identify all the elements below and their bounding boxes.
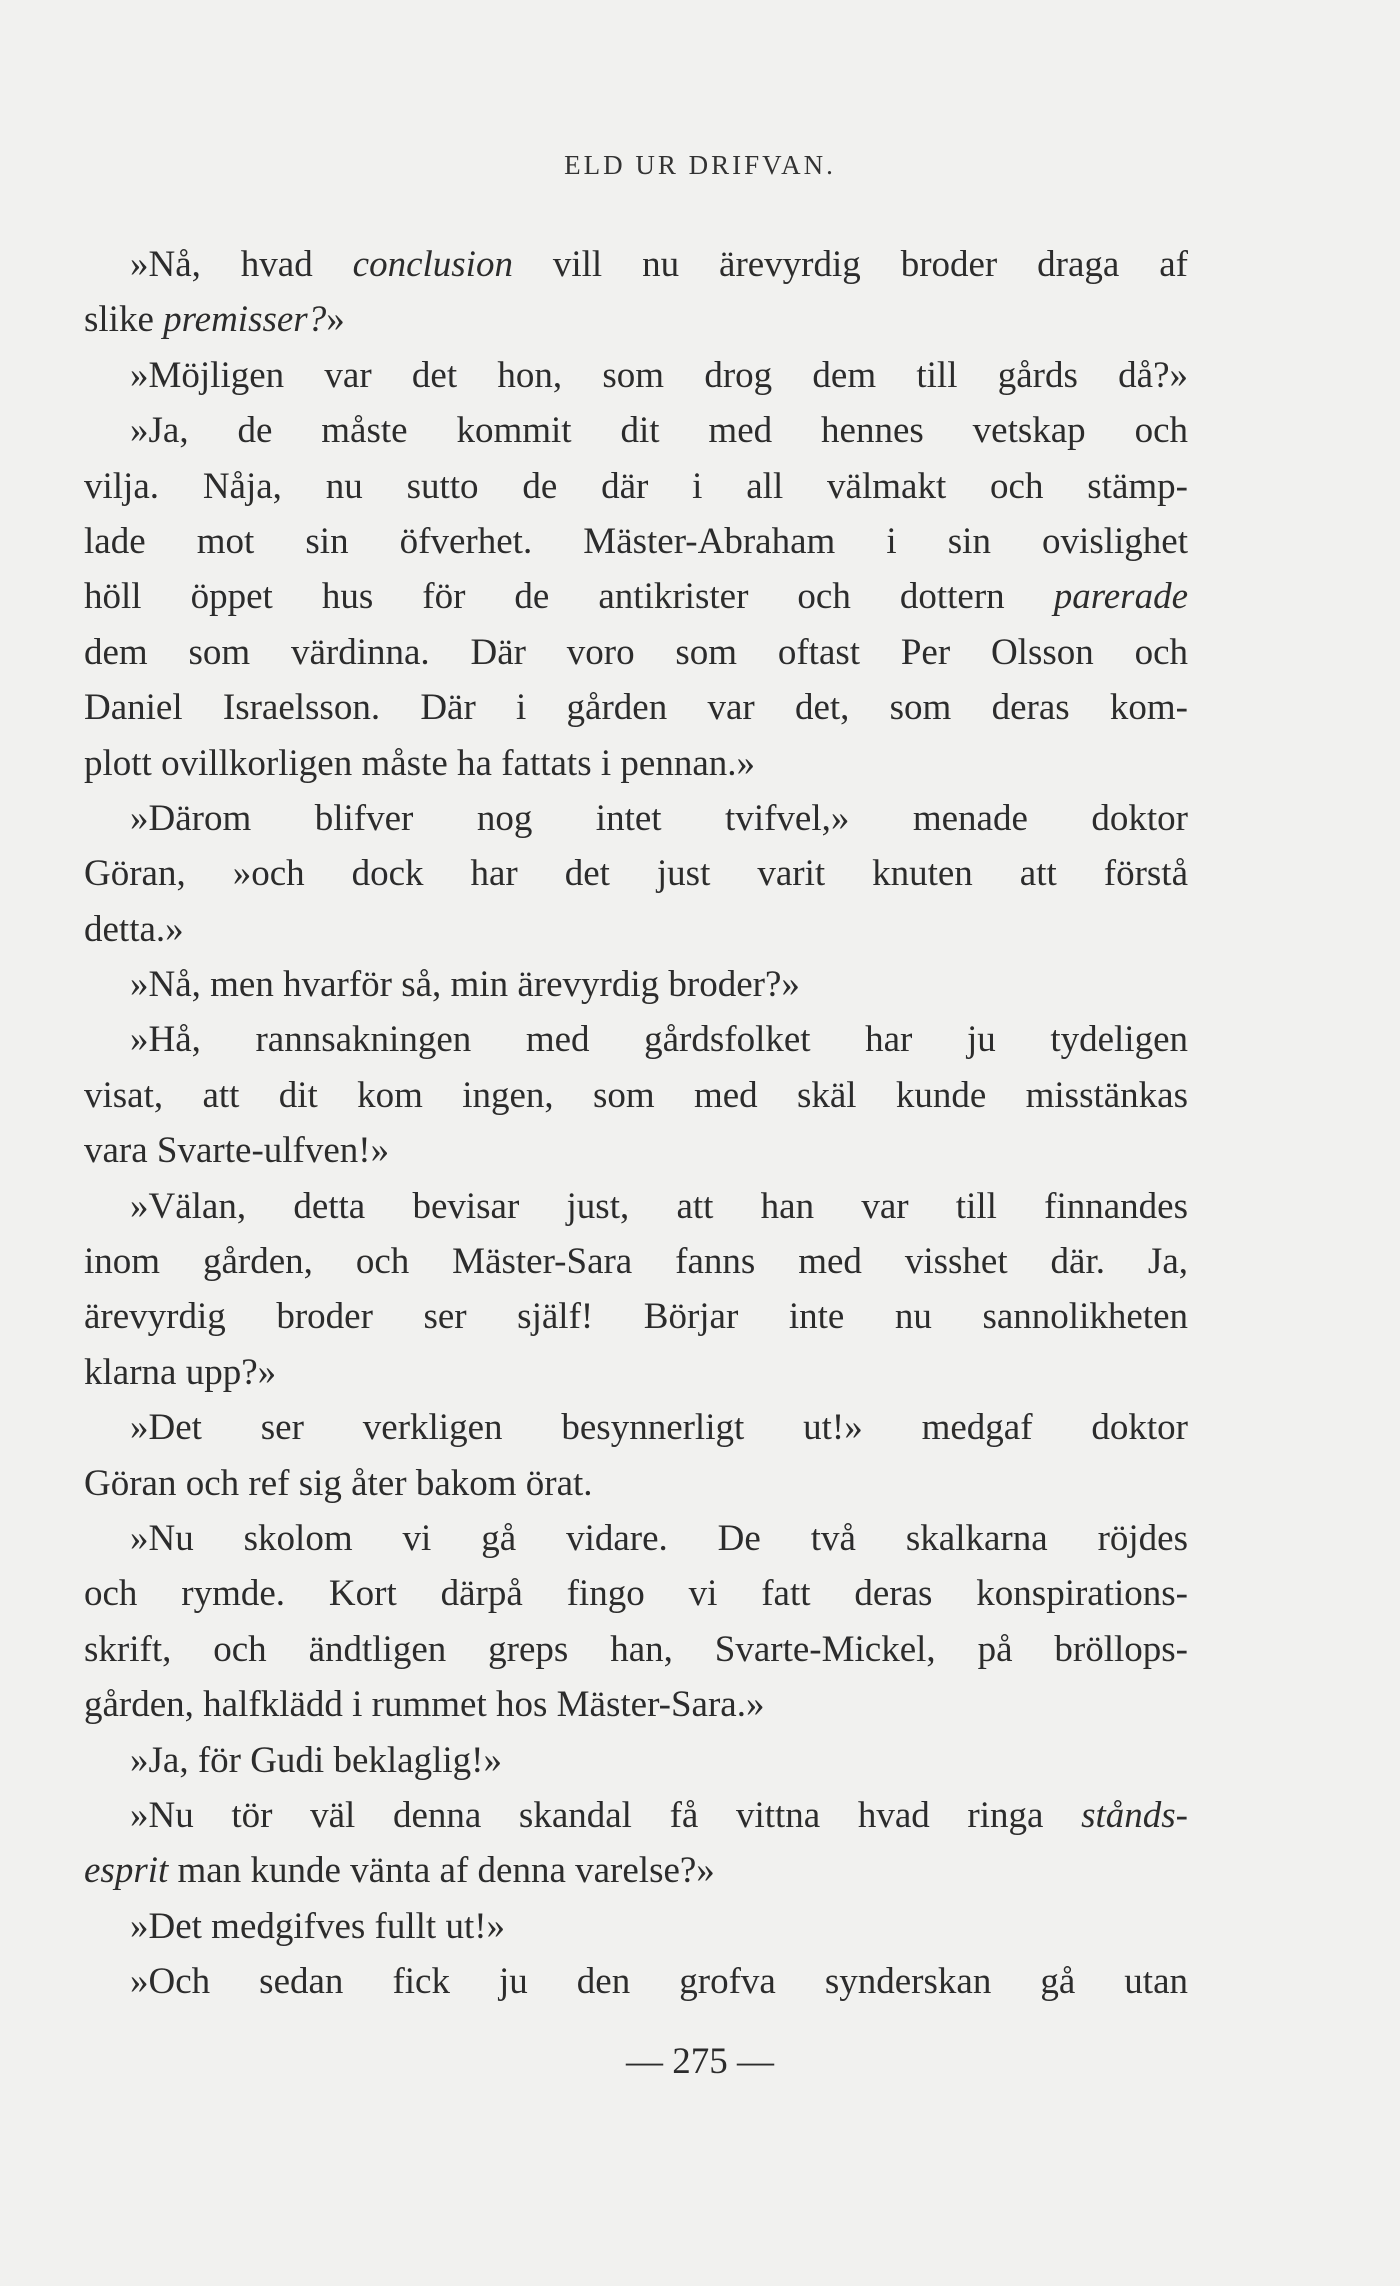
text-line: »Det medgifves fullt ut!» (130, 1905, 506, 1947)
text-line: skrift, och ändtligen greps han, Svarte-Mickel, på bröllops- (84, 1628, 1188, 1670)
text-line: »Det ser verkligen besynnerligt ut!» medgaf doktor (130, 1407, 1188, 1449)
text-line: »Nå, hvad conclusion vill nu ärevyrdig broder draga af (130, 244, 1188, 285)
text-line: vara Svarte-ulfven!» (84, 1130, 390, 1172)
text-line: dem som värdinna. Där voro som oftast Per Olsson och (84, 631, 1188, 673)
text-line: slike premisser?» (84, 299, 345, 341)
text-line: »Ja, för Gudi beklaglig!» (130, 1739, 502, 1781)
text-line: lade mot sin öfverhet. Mäster-Abraham i sin ovislighet (84, 520, 1188, 562)
text-line: »Ja, de måste kommit dit med hennes vetskap och (130, 410, 1188, 452)
text-line: vilja. Nåja, nu sutto de där i all välmakt och stämp- (84, 465, 1188, 507)
text-line: gården, halfklädd i rummet hos Mäster-Sara.» (84, 1684, 765, 1726)
text-line: ärevyrdig broder ser själf! Börjar inte nu sannolikheten (84, 1296, 1188, 1338)
text-line: Göran och ref sig åter bakom örat. (84, 1462, 593, 1504)
text-line: visat, att dit kom ingen, som med skäl kunde misstänkas (84, 1074, 1188, 1116)
text-line: »Möjligen var det hon, som drog dem till gårds då?» (130, 354, 1188, 396)
text-line: »Och sedan fick ju den grofva synderskan gå utan (130, 1961, 1188, 2003)
text-line: »Nå, men hvarför så, min ärevyrdig broder?» (130, 964, 800, 1006)
text-line: inom gården, och Mäster-Sara fanns med visshet där. Ja, (84, 1241, 1188, 1283)
text-line: esprit man kunde vänta af denna varelse?» (84, 1850, 715, 1892)
running-head: ELD UR DRIFVAN. (564, 150, 836, 180)
text-line: höll öppet hus för de antikrister och dottern parerade (84, 576, 1188, 618)
text-line: klarna upp?» (84, 1351, 277, 1393)
text-line: »Därom blifver nog intet tvifvel,» menade doktor (130, 797, 1188, 839)
text-line: plott ovillkorligen måste ha fattats i pennan.» (84, 742, 755, 784)
text-line: Göran, »och dock har det just varit knuten att förstå (84, 853, 1188, 895)
page-number: — 275 — (626, 2041, 774, 2082)
text-line: detta.» (84, 908, 184, 950)
body-text (84, 237, 1188, 2010)
text-line: Daniel Israelsson. Där i gården var det, som deras kom- (84, 687, 1188, 729)
text-line: »Nu skolom vi gå vidare. De två skalkarna röjdes (130, 1517, 1188, 1559)
text-line: »Nu tör väl denna skandal få vittna hvad ringa stånds- (130, 1794, 1188, 1836)
text-line: »Hå, rannsakningen med gårdsfolket har ju tydeligen (130, 1019, 1188, 1061)
text-line: och rymde. Kort därpå fingo vi fatt deras konspirations- (84, 1573, 1188, 1615)
text-line: »Välan, detta bevisar just, att han var till finnandes (130, 1185, 1188, 1227)
